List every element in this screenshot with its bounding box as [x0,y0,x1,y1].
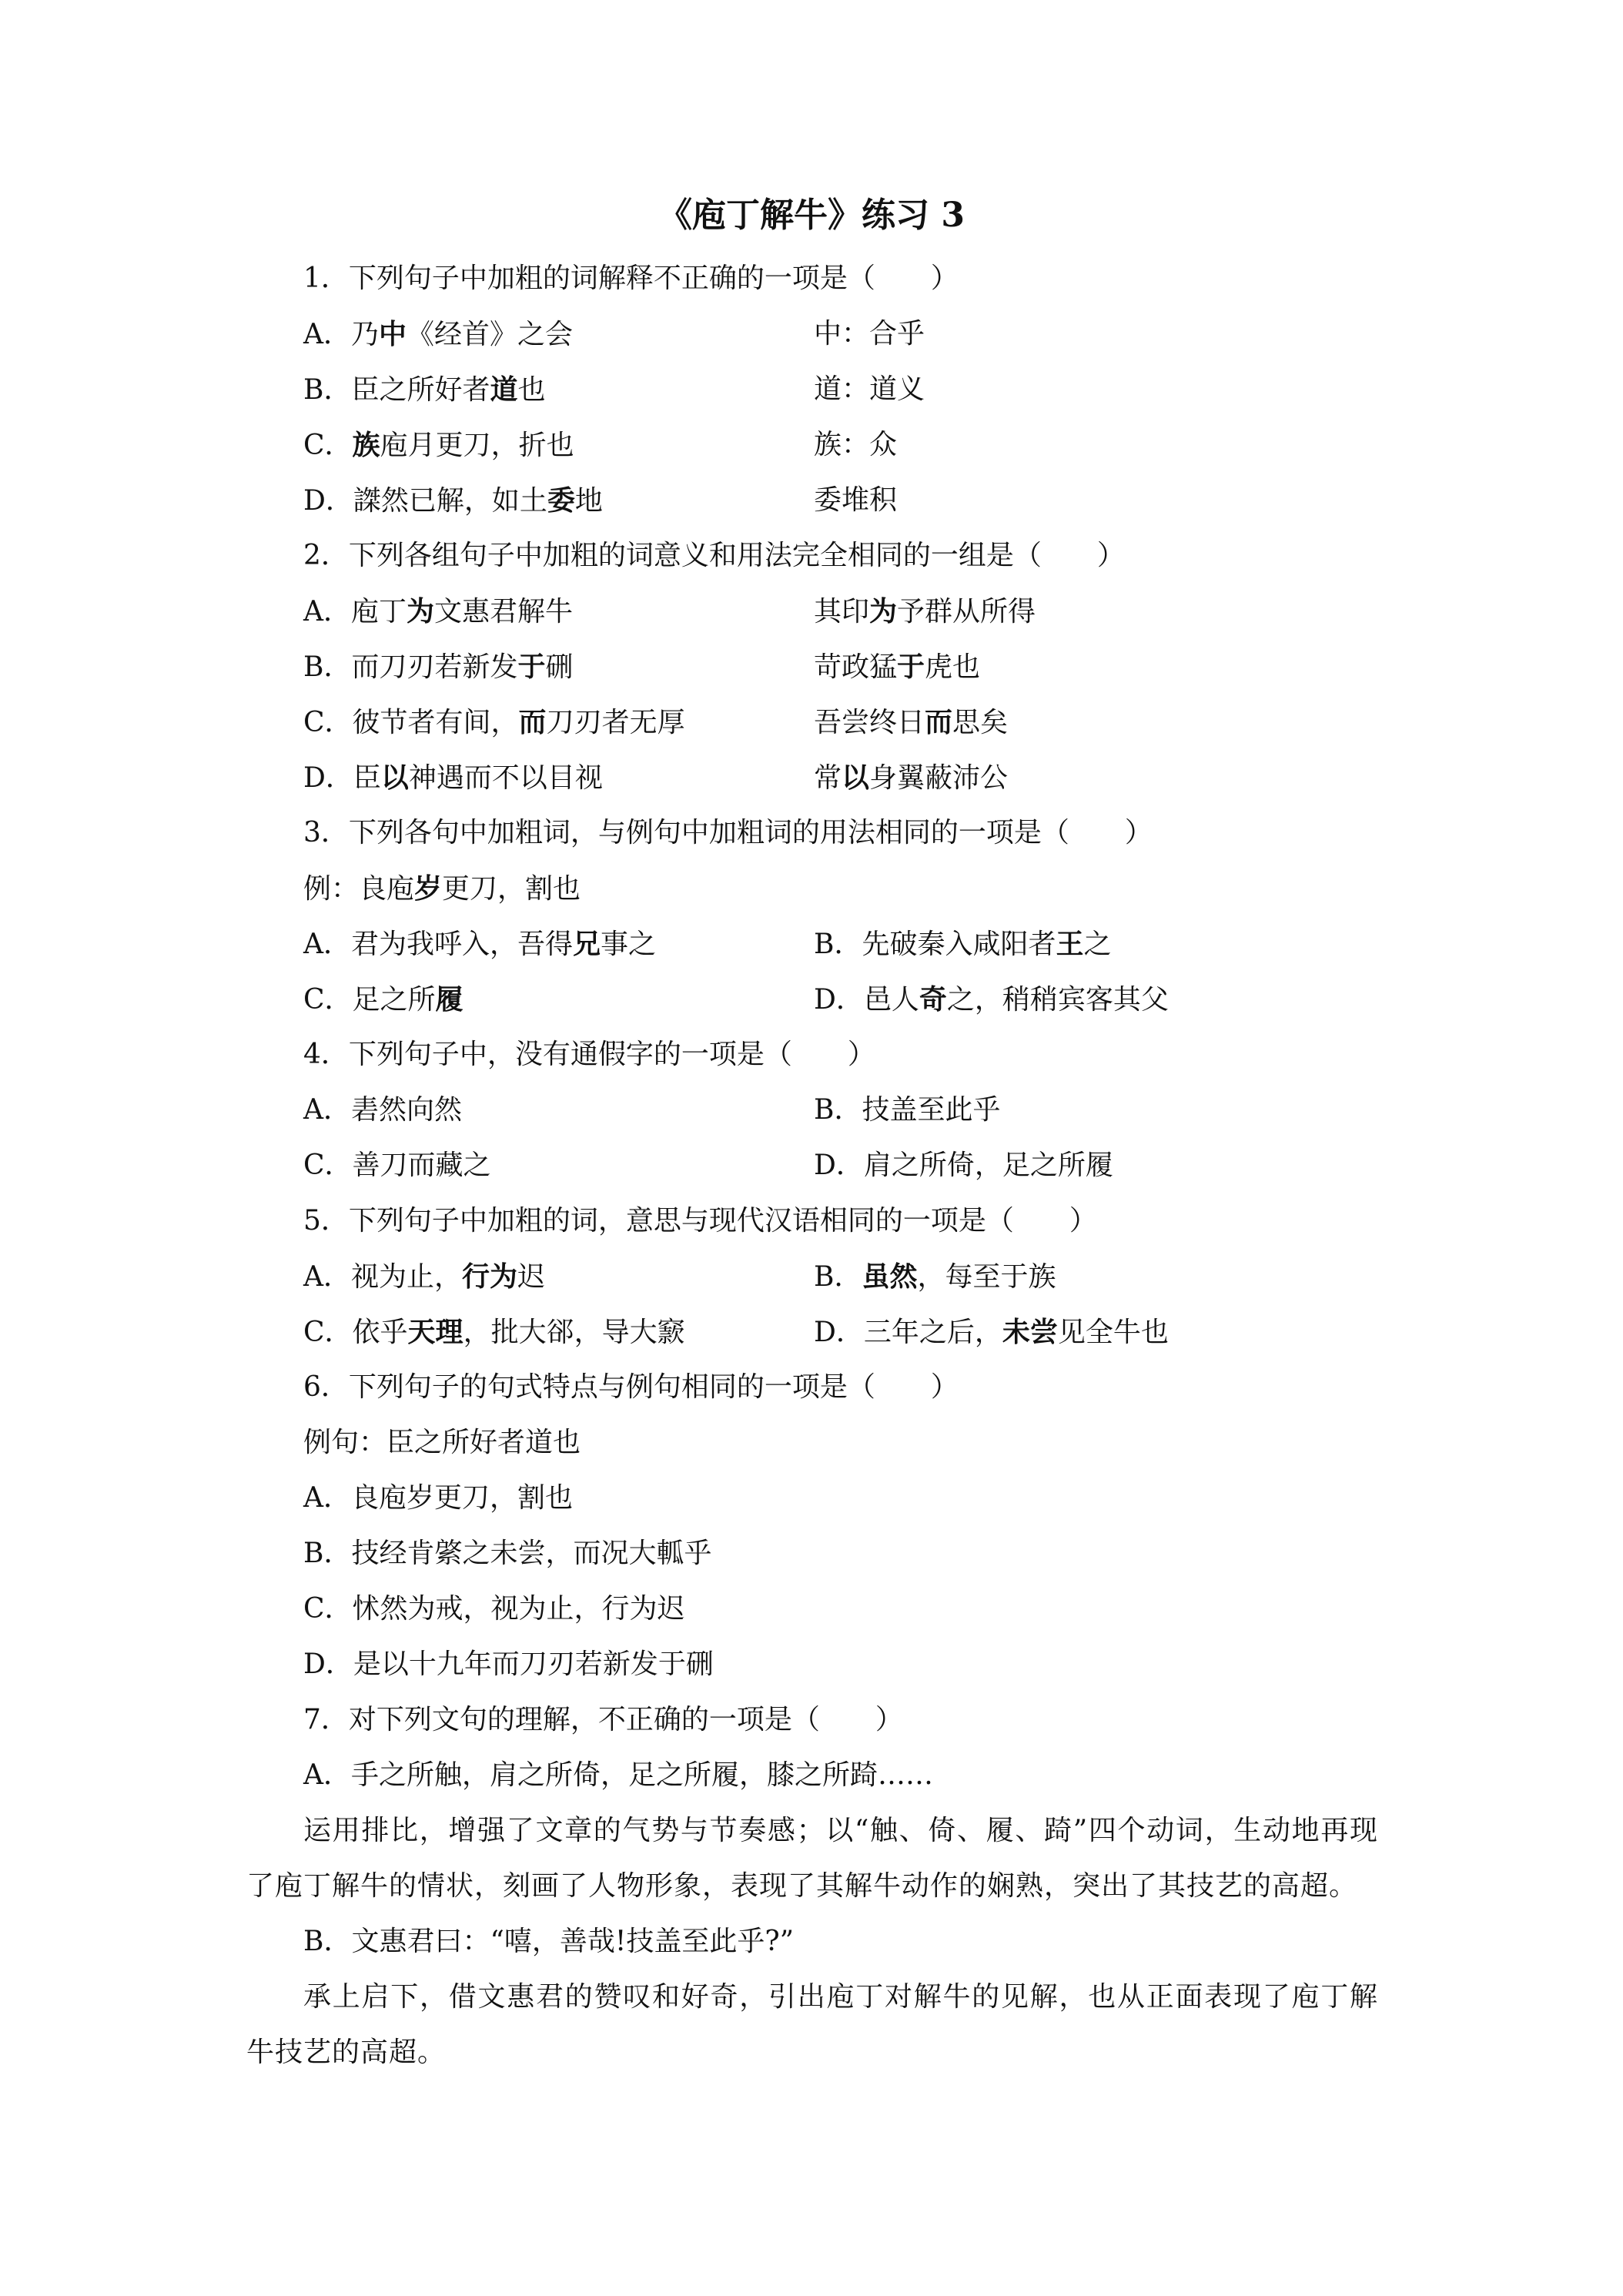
q1-option-d: D．謋然已解，如土委地 [303,484,603,517]
q6-option-c: C．怵然为戒，视为止，行为迟 [303,1593,685,1625]
q5-option-b: B．虽然，每至于族 [814,1260,1056,1293]
q7-option-a-quote: A．手之所触，肩之所倚，足之所履，膝之所踦…… [303,1759,933,1791]
q6-stem: 6．下列句子的句式特点与例句相同的一项是（ ） [303,1371,959,1403]
q5-option-c: C．依乎天理，批大郤，导大窾 [303,1316,685,1348]
q7-option-b-quote: B．文惠君曰：“嘻，善哉!技盖至此乎?” [303,1926,795,1957]
q1-option-b: B．臣之所好者道也 [303,373,546,406]
q3-option-a: A．君为我呼入，吾得兄事之 [303,928,657,960]
q4-option-a: A．砉然向然 [303,1094,462,1126]
q2-option-d-left: D．臣以神遇而不以目视 [303,761,603,794]
q1-option-a: A．乃中《经首》之会 [303,318,574,350]
q2-option-a-left: A．庖丁为文惠君解牛 [303,595,574,628]
q3-option-c: C．足之所履 [303,983,463,1016]
q7-stem: 7．对下列文句的理解，不正确的一项是（ ） [303,1704,903,1735]
q2-stem: 2．下列各组句子中加粗的词意义和用法完全相同的一组是（ ） [303,540,1125,571]
q4-stem: 4．下列句子中，没有通假字的一项是（ ） [303,1039,875,1070]
q2-option-b-left: B．而刀刃若新发于硎 [303,651,574,683]
q4-option-d: D．肩之所倚，足之所履 [814,1150,1113,1181]
q5-option-d: D．三年之后，未尝见全牛也 [814,1316,1169,1348]
page-title: 《庖丁解牛》练习 3 [658,196,965,235]
q1-option-d-gloss: 委堆积 [814,484,898,516]
q5-stem: 5．下列句子中加粗的词，意思与现代汉语相同的一项是（ ） [303,1205,1097,1237]
q3-option-d: D．邑人奇之，稍稍宾客其父 [814,983,1169,1016]
q1-option-a-gloss: 中：合乎 [814,318,925,350]
q6-option-b: B．技经肯綮之未尝，而况大軱乎 [303,1538,712,1569]
q4-option-b: B．技盖至此乎 [814,1094,1001,1126]
q3-stem: 3．下列各句中加粗词，与例句中加粗词的用法相同的一项是（ ） [303,817,1153,848]
q7-option-b-analysis: 承上启下，借文惠君的赞叹和好奇，引出庖丁对解牛的见解，也从正面表现了庖丁解牛技艺的高超。 [246,1981,1378,2068]
q1-option-b-gloss: 道：道义 [814,373,925,405]
q5-option-a: A．视为止，行为迟 [303,1260,546,1293]
q1-option-c: C．族庖月更刀，折也 [303,429,574,461]
q2-option-c-left: C．彼节者有间，而刀刃者无厚 [303,706,685,738]
q1-option-c-gloss: 族：众 [814,429,898,460]
q3-example: 例：良庖岁更刀，割也 [303,872,581,905]
q6-option-a: A．良庖岁更刀，割也 [303,1482,573,1514]
q2-option-d-right: 常以身翼蔽沛公 [814,761,1009,794]
q2-option-a-right: 其印为予群从所得 [814,595,1036,628]
q1-stem: 1．下列句子中加粗的词解释不正确的一项是（ ） [303,263,959,294]
q6-option-d: D．是以十九年而刀刃若新发于硎 [303,1648,714,1680]
q7-option-a-analysis: 运用排比，增强了文章的气势与节奏感；以“触、倚、履、踦”四个动词，生动地再现了庖丁解牛的情状，刻画了人物形象，表现了其解牛动作的娴熟，突出了其技艺的高超。 [246,1815,1378,1902]
q2-option-c-right: 吾尝终日而思矣 [814,706,1009,738]
q4-option-c: C．善刀而藏之 [303,1150,491,1181]
q2-option-b-right: 苛政猛于虎也 [814,651,981,683]
q3-option-b: B．先破秦入咸阳者王之 [814,928,1112,960]
q6-example: 例句：臣之所好者道也 [303,1427,581,1458]
